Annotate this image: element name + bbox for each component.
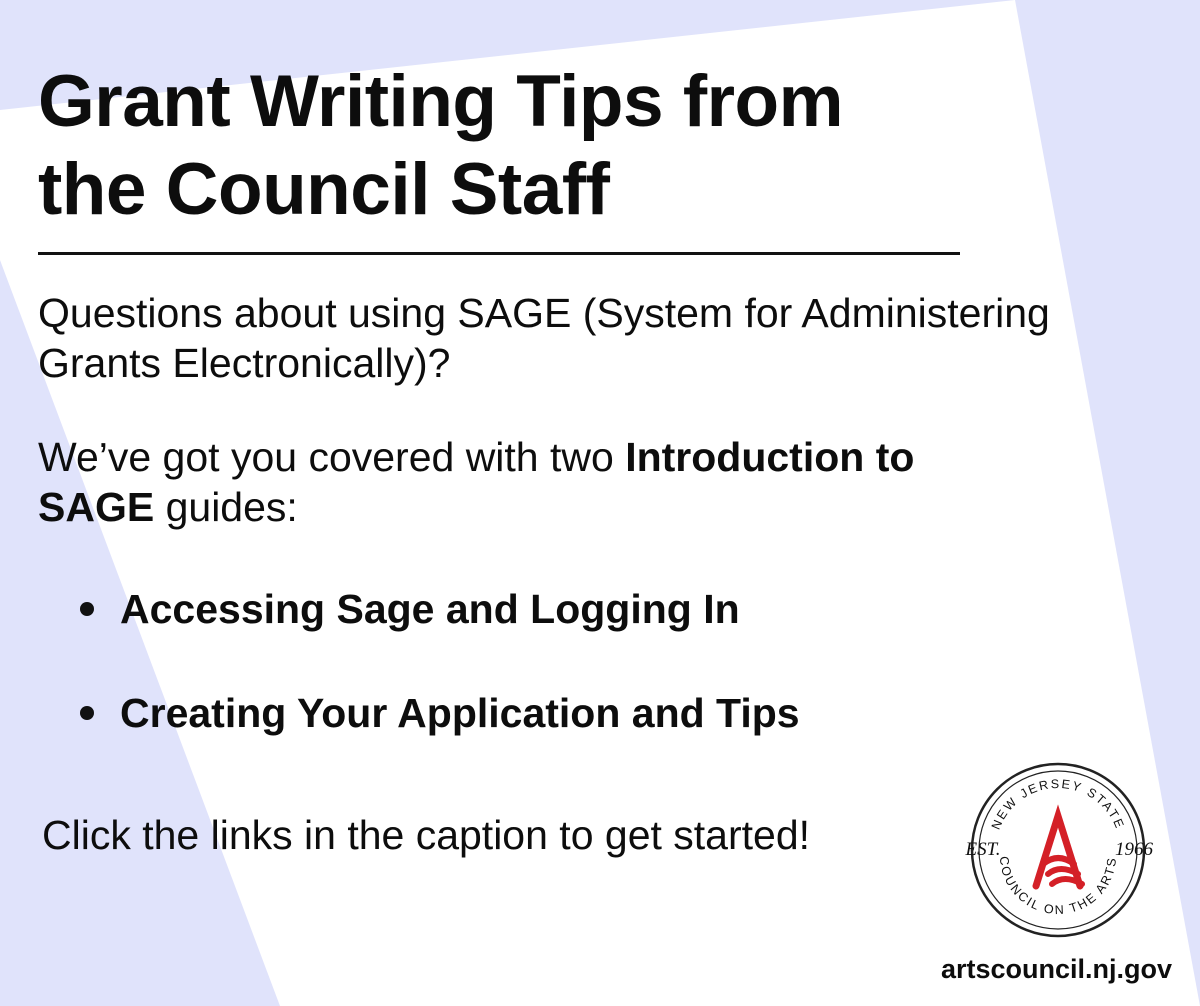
guide-label: Accessing Sage and Logging In — [120, 586, 740, 632]
title-line-1: Grant Writing Tips from — [38, 61, 844, 142]
seal-top-textpath: NEW JERSEY STATE — [988, 776, 1128, 832]
seal-bottom-textpath: COUNCIL ON THE ARTS — [996, 855, 1120, 918]
title-line-2: the Council Staff — [38, 149, 610, 230]
page-title — [38, 58, 1038, 234]
guides-intro-after: guides: — [154, 484, 298, 530]
guides-intro — [38, 432, 1038, 532]
guides-intro-bold: Introduction to SAGE — [38, 434, 915, 530]
guides-list — [80, 580, 1080, 788]
guide-item-creating-application — [80, 684, 1080, 788]
council-seal-logo — [948, 760, 1168, 940]
bullet-icon — [80, 706, 94, 720]
website-url: artscouncil.nj.gov — [940, 954, 1172, 984]
bullet-icon — [80, 602, 94, 616]
guides-intro-before: We’ve got you covered with two — [38, 434, 626, 480]
seal-right-text: 1966 — [1115, 839, 1153, 860]
guide-label: Creating Your Application and Tips — [120, 690, 800, 736]
title-divider — [38, 252, 960, 255]
call-to-action: Click the links in the caption to get started! — [42, 812, 811, 858]
intro-question: Questions about using SAGE (System for Administering Grants Electronically)? — [38, 290, 1050, 386]
guide-item-accessing-sage — [80, 580, 1080, 684]
seal-left-text: EST. — [965, 839, 1001, 860]
